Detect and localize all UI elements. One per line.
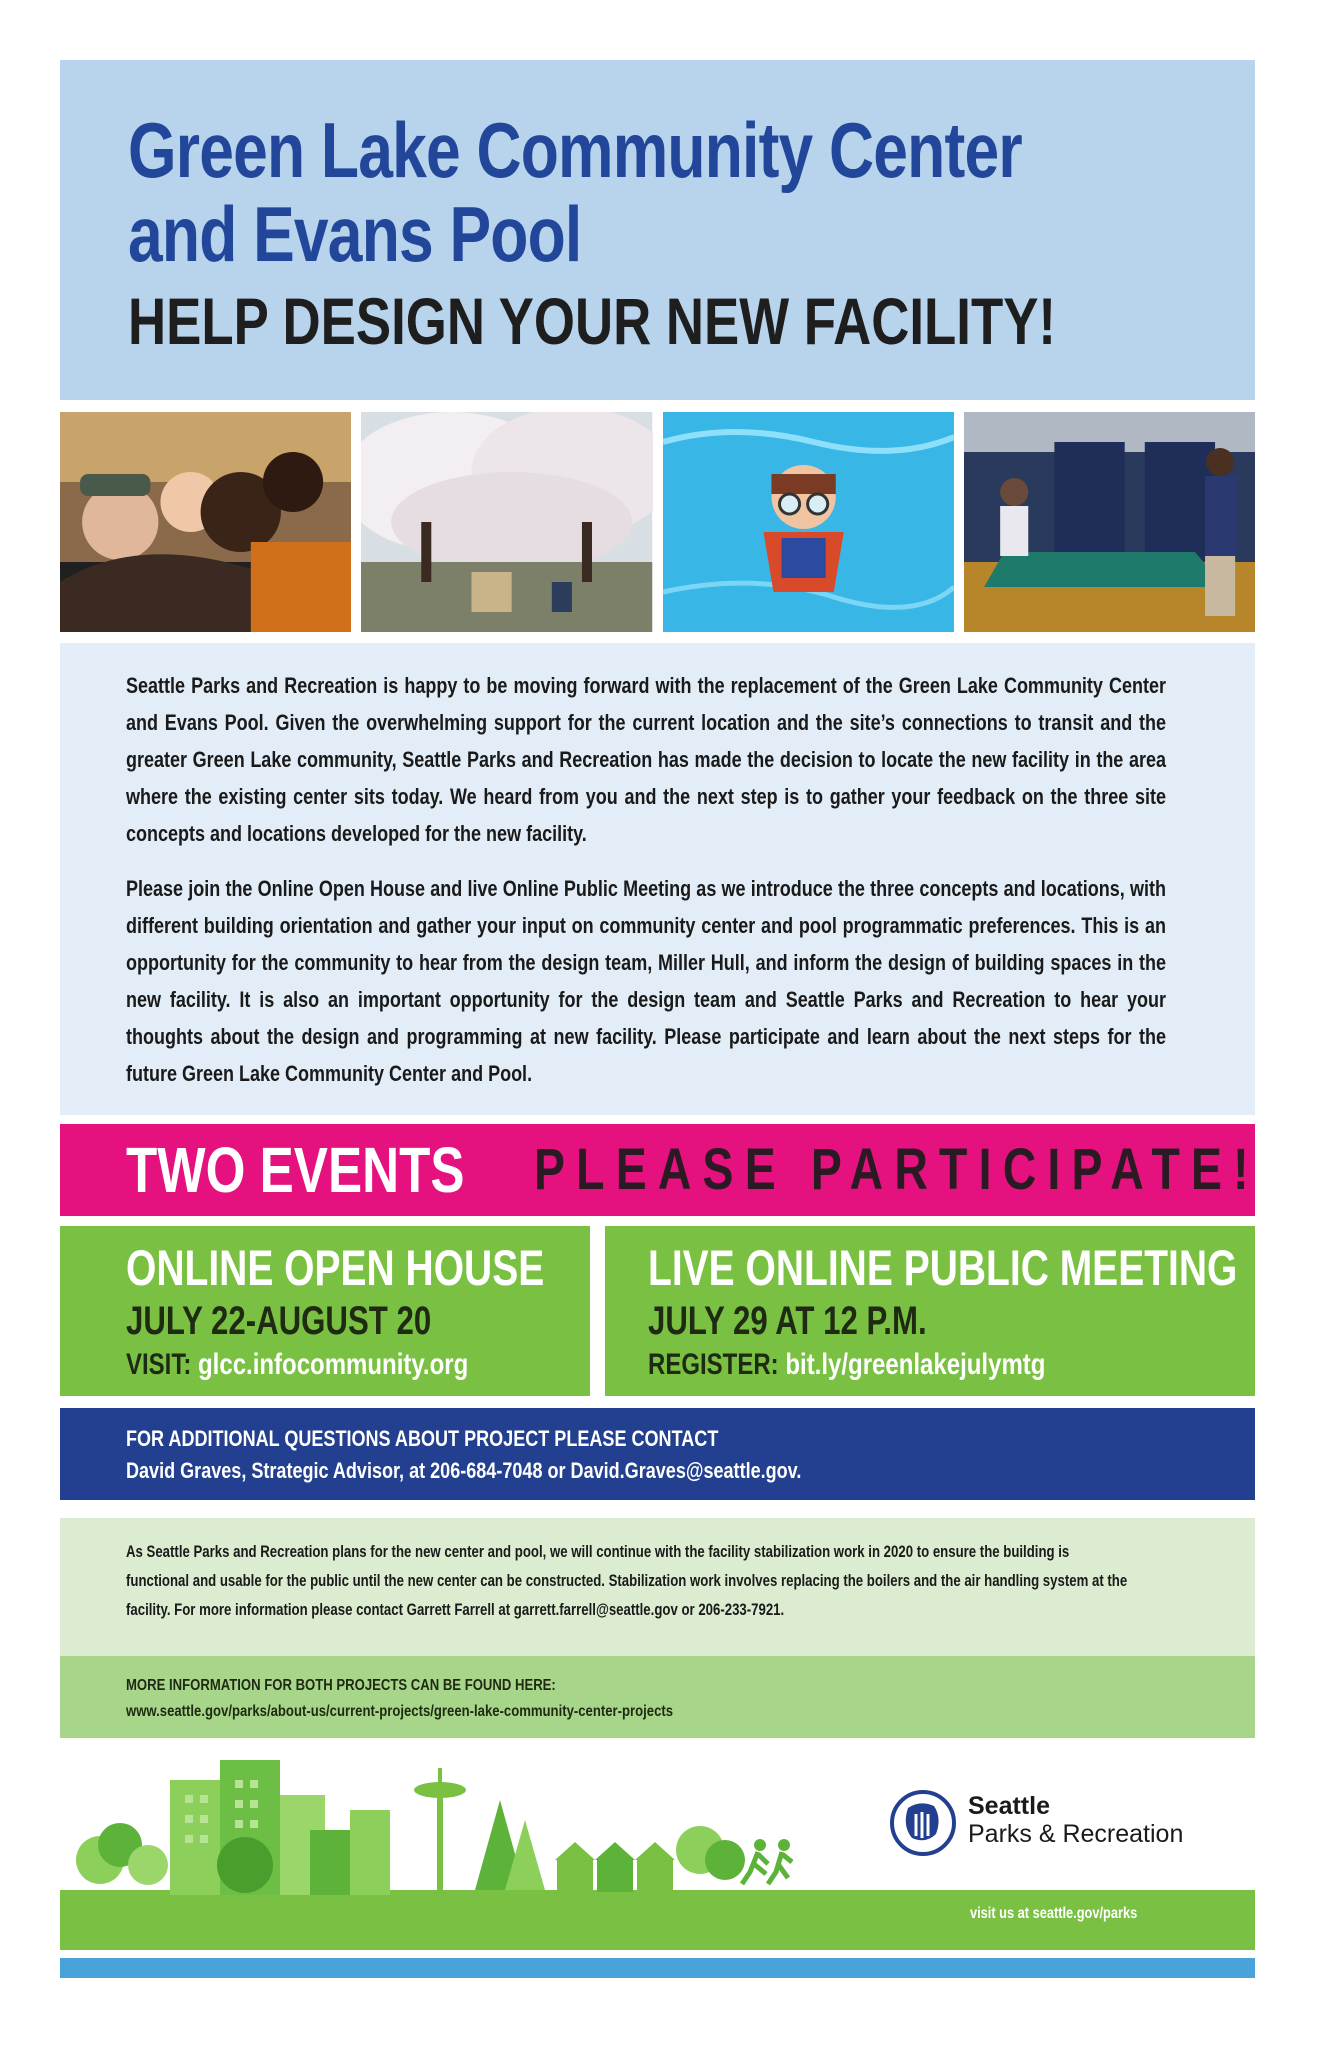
intro-panel: [60, 643, 1255, 1115]
kids-group-photo: [60, 412, 351, 632]
intro-paragraph-1: Seattle Parks and Recreation is happy to be moving forward with the replacement of the Green Lake Community Center and Evans Pool. Given the overwhelming support for the current location and the site’s connections to transit and the greater Green Lake community, Seattle Parks and Recreation has made the decision to locate the new facility in the area where the existing center sits today. We heard from you and the next step is to gather your feedback on the three site concepts and locations developed for the new facility.: [126, 673, 1166, 846]
stabilization-text: As Seattle Parks and Recreation plans for the new center and pool, we will continue with the facility stabilization work in 2020 to ensure the building is functional and usable for the public until the new center can be constructed. Stabilization work involves replacing the boilers and the air handling system at the facility. For more information please contact Garrett Farrell at garrett.farrell@seattle.gov or 206-233-7921.: [126, 1543, 1128, 1619]
page-title: [128, 108, 1022, 276]
public-meeting-title: LIVE ONLINE PUBLIC MEETING: [648, 1240, 1238, 1296]
open-house-date: JULY 22-AUGUST 20: [126, 1299, 432, 1343]
public-meeting-url[interactable]: bit.ly/greenlakejulymtg: [785, 1348, 1046, 1381]
two-events-heading: TWO EVENTS: [126, 1134, 465, 1206]
footer: [60, 1760, 1255, 1980]
please-participate-heading: PLEASE PARTICIPATE!: [534, 1137, 1260, 1202]
contact-details: David Graves, Strategic Advisor, at 206-684-7048 or David.Graves@seattle.gov.: [126, 1458, 802, 1483]
title-line-1: Green Lake Community Center: [128, 106, 1022, 194]
events-row: [60, 1226, 1255, 1396]
more-info-panel: [60, 1656, 1255, 1738]
events-banner: [60, 1124, 1260, 1216]
logo-seattle-text: Seattle: [968, 1792, 1050, 1820]
more-info-url[interactable]: www.seattle.gov/parks/about-us/current-projects/green-lake-community-center-projects: [126, 1703, 674, 1720]
logo-parks-text: Parks & Recreation: [968, 1820, 1184, 1848]
visit-website-link[interactable]: visit us at seattle.gov/parks: [970, 1905, 1138, 1922]
seattle-seal-icon: [890, 1790, 956, 1856]
seattle-parks-logo: [890, 1788, 1220, 1858]
open-house-card: [60, 1226, 590, 1396]
contact-panel: [60, 1408, 1255, 1500]
header-panel: [60, 60, 1255, 400]
open-house-url[interactable]: glcc.infocommunity.org: [198, 1348, 469, 1381]
intro-paragraph-2: Please join the Online Open House and live Online Public Meeting as we introduce the three concepts and locations, with different building orientation and gather your input on community center and pool programmatic preferences. This is an opportunity for the community to hear from the design team, Miller Hull, and inform the design of building spaces in the new facility. It is also an important opportunity for the design team and Seattle Parks and Recreation to hear your thoughts about the design and programming at new facility. Please participate and learn about the next steps for the future Green Lake Community Center and Pool.: [126, 876, 1166, 1086]
public-meeting-card: [605, 1226, 1255, 1396]
public-meeting-link-label: REGISTER:: [648, 1348, 779, 1381]
ping-pong-photo: [964, 412, 1255, 632]
public-meeting-date: JULY 29 AT 12 P.M.: [648, 1299, 927, 1343]
open-house-title: ONLINE OPEN HOUSE: [126, 1240, 545, 1296]
page-subtitle: HELP DESIGN YOUR NEW FACILITY!: [128, 284, 1056, 358]
stabilization-panel: [60, 1518, 1255, 1656]
swimmer-photo: [663, 412, 954, 632]
open-house-link-label: VISIT:: [126, 1348, 192, 1381]
title-line-2: and Evans Pool: [128, 190, 582, 278]
more-info-heading: MORE INFORMATION FOR BOTH PROJECTS CAN BE FOUND HERE:: [126, 1677, 556, 1694]
cherry-blossom-photo: [361, 412, 652, 632]
photo-strip: [60, 412, 1255, 632]
open-house-link[interactable]: [126, 1348, 468, 1382]
public-meeting-link[interactable]: [648, 1348, 1045, 1382]
contact-heading: FOR ADDITIONAL QUESTIONS ABOUT PROJECT PLEASE CONTACT: [126, 1426, 719, 1451]
